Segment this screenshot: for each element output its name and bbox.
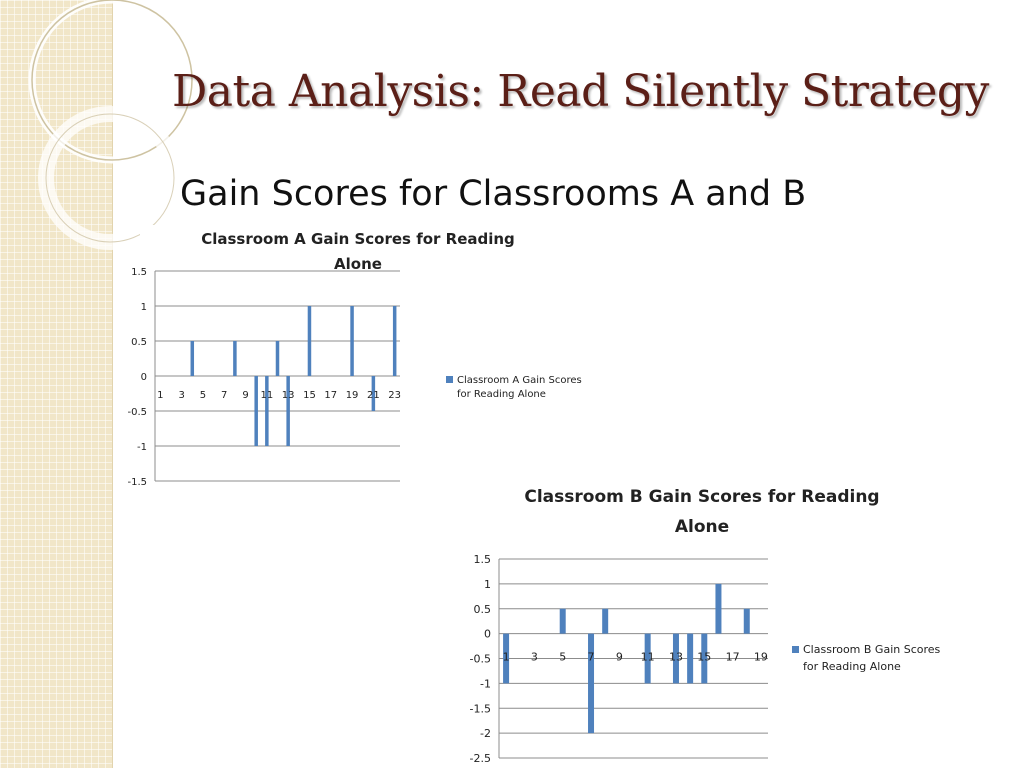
bar: [265, 376, 269, 446]
bar: [715, 584, 721, 634]
y-tick-label: -2: [480, 727, 491, 741]
bar: [286, 376, 290, 446]
y-tick-label: -1.5: [127, 477, 147, 488]
y-tick-label: -1: [480, 677, 491, 691]
bar: [687, 634, 693, 684]
y-tick-label: 1: [140, 302, 147, 313]
y-tick-label: -1.5: [469, 702, 491, 716]
bar: [350, 306, 354, 376]
bar: [602, 609, 608, 634]
y-tick-label: -0.5: [127, 407, 147, 418]
x-tick-label: 9: [615, 650, 623, 664]
x-tick-label: 5: [559, 650, 567, 664]
y-tick-label: 0: [484, 627, 491, 641]
y-tick-label: 1.5: [131, 267, 147, 278]
slide-subtitle: Gain Scores for Classrooms A and B: [180, 174, 807, 214]
legend-swatch: [446, 376, 453, 383]
decorative-sidebar: [0, 0, 113, 768]
bar: [560, 609, 566, 634]
bar: [308, 306, 312, 376]
y-tick-label: -1: [137, 442, 147, 453]
bar: [191, 341, 195, 376]
x-tick-label: 17: [324, 390, 338, 401]
bar: [744, 609, 750, 634]
classroom-b-chart-svg: [452, 480, 972, 768]
slide-title: Data Analysis: Read Silently Strategy: [172, 66, 989, 117]
x-tick-label: 23: [388, 390, 402, 401]
bar: [588, 634, 594, 734]
x-tick-label: 17: [725, 650, 740, 664]
x-tick-label: 19: [753, 650, 768, 664]
y-tick-label: 1: [484, 577, 491, 591]
y-tick-label: 0.5: [473, 602, 491, 616]
classroom-a-chart-svg: [127, 225, 620, 493]
bar: [254, 376, 258, 446]
legend-swatch: [792, 646, 799, 653]
x-tick-label: 1: [157, 390, 164, 401]
y-tick-label: -0.5: [469, 652, 491, 666]
legend-label: Classroom B Gain Scores for Reading Alone: [803, 643, 941, 673]
x-tick-label: 11: [260, 390, 274, 401]
chart-title: Classroom B Gain Scores for Reading Alone: [524, 487, 880, 537]
x-tick-label: 21: [367, 390, 380, 401]
y-tick-label: 0: [140, 372, 147, 383]
x-tick-label: 15: [697, 650, 712, 664]
x-tick-label: 13: [281, 390, 295, 401]
x-tick-label: 3: [178, 390, 185, 401]
x-tick-label: 9: [242, 390, 249, 401]
x-tick-label: 7: [221, 390, 228, 401]
classroom-a-chart: [127, 225, 620, 493]
chart-title: Classroom A Gain Scores for Reading Alone: [201, 230, 515, 273]
y-tick-label: -2.5: [469, 752, 491, 765]
x-tick-label: 19: [345, 390, 359, 401]
classroom-b-chart: [452, 480, 972, 768]
x-tick-label: 1: [502, 650, 510, 664]
bar: [393, 306, 397, 376]
legend-label: Classroom A Gain Scores for Reading Alone: [457, 375, 582, 400]
x-tick-label: 5: [199, 390, 207, 401]
x-tick-label: 7: [587, 650, 595, 664]
x-tick-label: 11: [640, 650, 655, 664]
bar: [233, 341, 237, 376]
y-tick-label: 1.5: [473, 553, 491, 566]
y-tick-label: 0.5: [131, 337, 147, 348]
x-tick-label: 15: [303, 390, 316, 401]
x-tick-label: 13: [668, 650, 683, 664]
bar: [276, 341, 280, 376]
x-tick-label: 3: [530, 650, 538, 664]
